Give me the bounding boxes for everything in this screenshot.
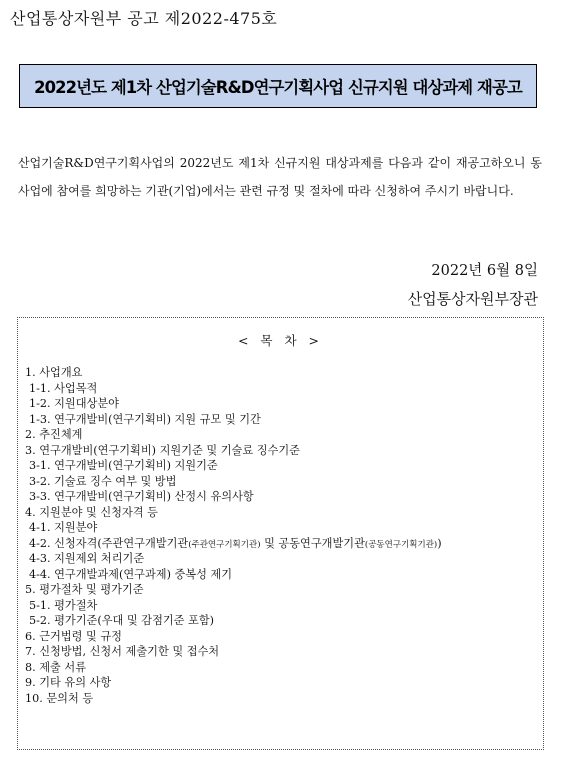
signer: 산업통상자원부장관 xyxy=(407,290,538,308)
toc-item: 2. 추진체계 xyxy=(25,428,83,441)
table-of-contents xyxy=(17,317,544,750)
toc-item: 7. 신청방법, 신청서 제출기한 및 접수처 xyxy=(25,645,220,658)
announcement-title: 2022년도 제1차 산업기술R&D연구기획사업 신규지원 대상과제 재공고 xyxy=(34,78,522,97)
toc-heading: < 목 차 > xyxy=(237,333,324,348)
toc-item: 4-2. 신청자격(주관연구개발기관(주관연구기획기관) 및 공동연구개발기관(공동연구기획기관)) xyxy=(29,536,442,550)
toc-item: 1-3. 연구개발비(연구기획비) 지원 규모 및 기간 xyxy=(29,412,261,426)
toc-item: 3-3. 연구개발비(연구기획비) 산정시 유의사항 xyxy=(29,490,254,503)
toc-item: 6. 근거법령 및 규정 xyxy=(25,629,122,643)
toc-list xyxy=(25,365,442,706)
toc-item: 4. 지원분야 및 신청자격 등 xyxy=(25,505,158,519)
toc-item: 4-1. 지원분야 xyxy=(29,521,98,534)
toc-item: 8. 제출 서류 xyxy=(25,660,87,674)
toc-item: 3-2. 기술료 징수 여부 및 방법 xyxy=(29,474,177,488)
announcement-date: 2022년 6월 8일 xyxy=(431,263,538,279)
announcement-body: 산업기술R&D연구기획사업의 2022년도 제1차 신규지원 대상과제를 다음과 같이 재공고하오니 동 사업에 참여를 희망하는 기관(기업)에서는 관련 규정 및 절차에 따라 신청하여 주시기 바랍니다. xyxy=(18,156,542,198)
toc-item: 5-2. 평가기준(우대 및 감점기준 포함) xyxy=(29,614,215,627)
toc-item: 4-4. 연구개발과제(연구과제) 중복성 제기 xyxy=(29,567,233,581)
title-banner xyxy=(19,64,537,108)
toc-item: 5-1. 평가절차 xyxy=(29,598,98,612)
toc-item: 1-1. 사업목적 xyxy=(29,381,98,395)
toc-small-text: (공동연구기획기관) xyxy=(364,539,438,550)
toc-item: 10. 문의처 등 xyxy=(25,691,94,705)
toc-item: 1-2. 지원대상분야 xyxy=(29,397,119,410)
toc-item: 9. 기타 유의 사항 xyxy=(25,676,112,689)
notice-number: 산업통상자원부 공고 제2022-475호 xyxy=(10,9,278,28)
toc-item: 5. 평가절차 및 평가기준 xyxy=(25,583,144,596)
toc-item: 3-1. 연구개발비(연구기획비) 지원기준 xyxy=(29,459,218,472)
toc-item: 4-3. 지원제외 처리기준 xyxy=(29,552,145,565)
toc-item: 1. 사업개요 xyxy=(25,366,83,379)
toc-small-text: (주관연구기획기관) xyxy=(188,539,261,550)
toc-item: 3. 연구개발비(연구기획비) 지원기준 및 기술료 징수기준 xyxy=(25,443,300,457)
